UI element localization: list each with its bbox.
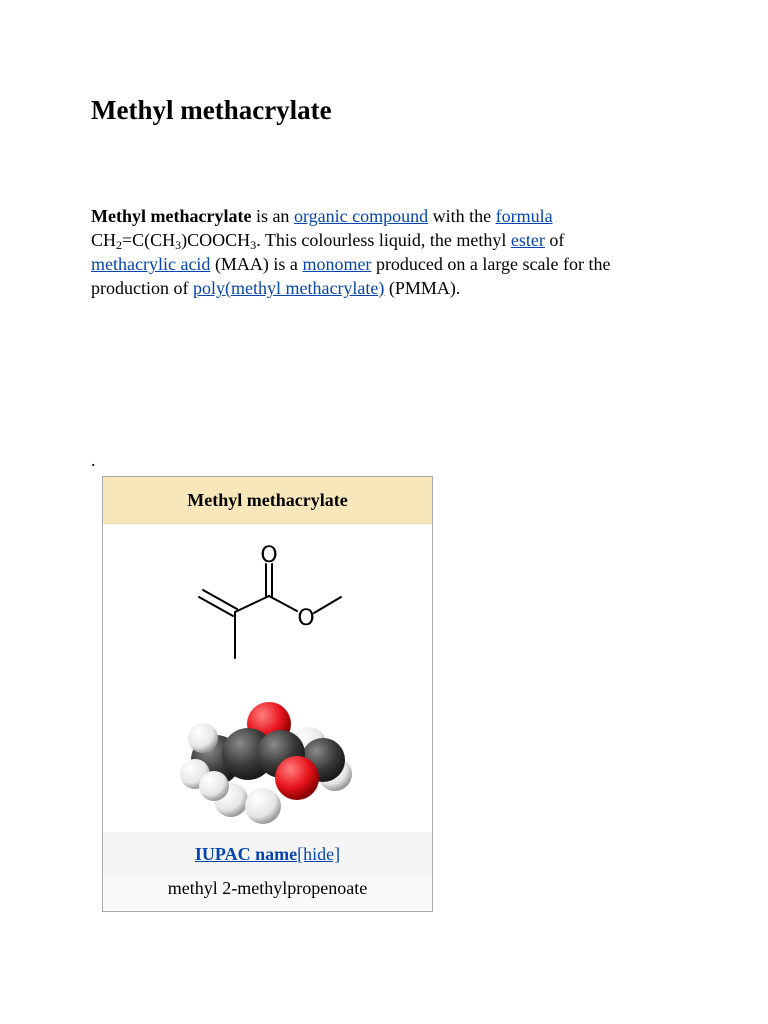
carbonyl-oxygen-label: O [260,543,278,568]
formula-part: )COOCH [181,230,251,250]
iupac-name-link[interactable]: IUPAC name [194,844,298,864]
intro-text: with the [428,206,496,226]
page-title: Methyl methacrylate [91,95,332,125]
link-formula[interactable]: formula [495,206,553,226]
formula-part: =C(CH [122,230,176,250]
hydrogen-atom [188,723,218,753]
chembox-images [103,524,432,832]
iupac-name-value: methyl 2-methylpropenoate [167,878,368,898]
intro-text: . This colourless liquid, the methyl [256,230,511,250]
intro-text: of [544,230,565,250]
link-ester[interactable]: ester [510,230,545,250]
skeletal-formula-image[interactable] [103,524,432,684]
hydrogen-atom [199,771,229,801]
formula-subscript: 3 [250,238,257,252]
stray-dot: . [91,450,96,470]
intro-paragraph [91,204,691,300]
ether-oxygen-label: O [297,606,315,631]
space-filling-model-image[interactable] [103,682,432,832]
link-pmma[interactable]: poly(methyl methacrylate) [192,278,385,298]
intro-text: (PMMA). [384,278,461,298]
intro-text: produced on a large scale for the production of [91,254,611,298]
formula-subscript: 2 [116,238,123,252]
chembox-title: Methyl methacrylate [103,477,432,524]
formula-subscript: 3 [175,238,182,252]
chembox [102,476,433,912]
intro-subject: Methyl methacrylate [91,206,252,226]
intro-text: (MAA) is a [210,254,303,274]
hydrogen-atom [245,788,281,824]
link-methacrylic-acid[interactable]: methacrylic acid [91,254,211,274]
link-monomer[interactable]: monomer [302,254,372,274]
hide-toggle-link[interactable]: [hide] [297,844,341,864]
link-organic-compound[interactable]: organic compound [293,206,429,226]
intro-text: is an [251,206,294,226]
iupac-name-row [103,832,432,876]
formula-part: CH [91,230,117,250]
oxygen-atom [275,756,319,800]
